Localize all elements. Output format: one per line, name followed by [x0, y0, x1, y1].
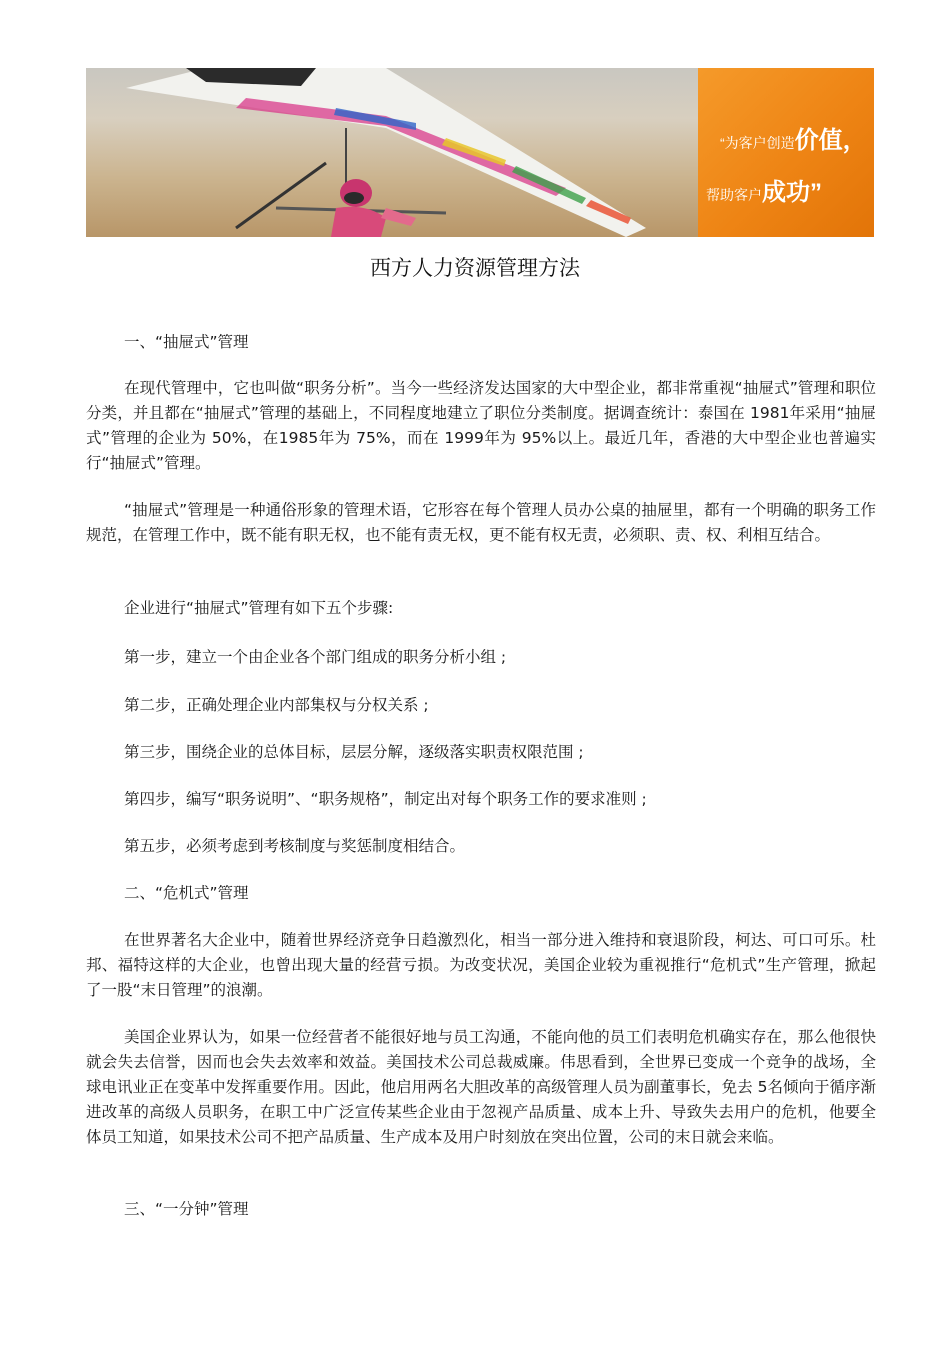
step-2: 第二步，正确处理企业内部集权与分权关系 ;	[124, 696, 429, 714]
section-1-paragraph-1: 在现代管理中，它也叫做“职务分析”。当今一些经济发达国家的大中型企业，都非常重视“抽屉式”管理和职位分类，并且都在“抽屉式”管理的基础上，不同程度地建立了职位分类制度。据调查统计：泰国在 1981年采用“抽屉式”管理的企业为 50%，在1985年为 75%，而在 1999年为 95%以上。最近几年，香港的大中型企业也普遍实行“抽屉式”管理。	[86, 379, 876, 472]
slogan-line-2-small: 帮助客户	[706, 187, 762, 203]
step-5: 第五步，必须考虑到考核制度与奖惩制度相结合。	[124, 837, 466, 855]
slogan-line-1-big: 价值，	[794, 127, 867, 154]
hang-glider-photo	[86, 68, 698, 237]
header-banner	[86, 68, 874, 237]
document-title: 西方人力资源管理方法	[370, 256, 580, 280]
hang-glider-illustration	[86, 68, 698, 237]
slogan-line-2-big: 成功”	[762, 179, 822, 206]
section-2-paragraph-2: 美国企业界认为，如果一位经营者不能很好地与员工沟通，不能向他的员工们表明危机确实存在，那么他很快就会失去信誉，因而也会失去效率和效益。美国技术公司总裁威廉。伟思看到，全世界已变成一个竞争的战场，全球电讯业正在变革中发挥重要作用。因此，他启用两名大胆改革的高级管理人员为副董事长，免去 5名倾向于循序渐进改革的高级人员职务，在职工中广泛宣传某些企业由于忽视产品质量、成本上升、导致失去用户的危机，他要全体员工知道，如果技术公司不把产品质量、生产成本及用户时刻放在突出位置，公司的末日就会来临。	[86, 1028, 876, 1146]
section-2-heading: 二、“危机式”管理	[124, 884, 249, 902]
section-2-paragraph-1: 在世界著名大企业中，随着世界经济竞争日趋激烈化，相当一部分进入维持和衰退阶段，柯达、可口可乐。杜邦、福特这样的大企业，也曾出现大量的经营亏损。为改变状况，美国企业较为重视推行“危机式”生产管理，掀起了一股“末日管理”的浪潮。	[86, 931, 876, 999]
section-1-paragraph-3: 企业进行“抽屉式”管理有如下五个步骤:	[124, 599, 394, 617]
section-1-heading: 一、“抽屉式”管理	[124, 333, 249, 351]
slogan-line-1	[720, 120, 867, 155]
step-4: 第四步，编写“职务说明”、“职务规格”，制定出对每个职务工作的要求准则 ;	[124, 790, 647, 808]
slogan-line-1-small: “为客户创造	[720, 135, 795, 151]
section-1-paragraph-2: “抽屉式”管理是一种通俗形象的管理术语，它形容在每个管理人员办公桌的抽屉里，都有一个明确的职务工作规范，在管理工作中，既不能有职无权，也不能有责无权，更不能有权无责，必须职、责、权、利相互结合。	[86, 501, 876, 544]
slogan-panel	[698, 68, 874, 237]
step-1: 第一步，建立一个由企业各个部门组成的职务分析小组 ;	[124, 648, 507, 666]
section-3-heading: 三、“一分钟”管理	[124, 1200, 249, 1218]
slogan-line-2	[706, 172, 822, 207]
step-3: 第三步，围绕企业的总体目标，层层分解，逐级落实职责权限范围 ;	[124, 743, 584, 761]
